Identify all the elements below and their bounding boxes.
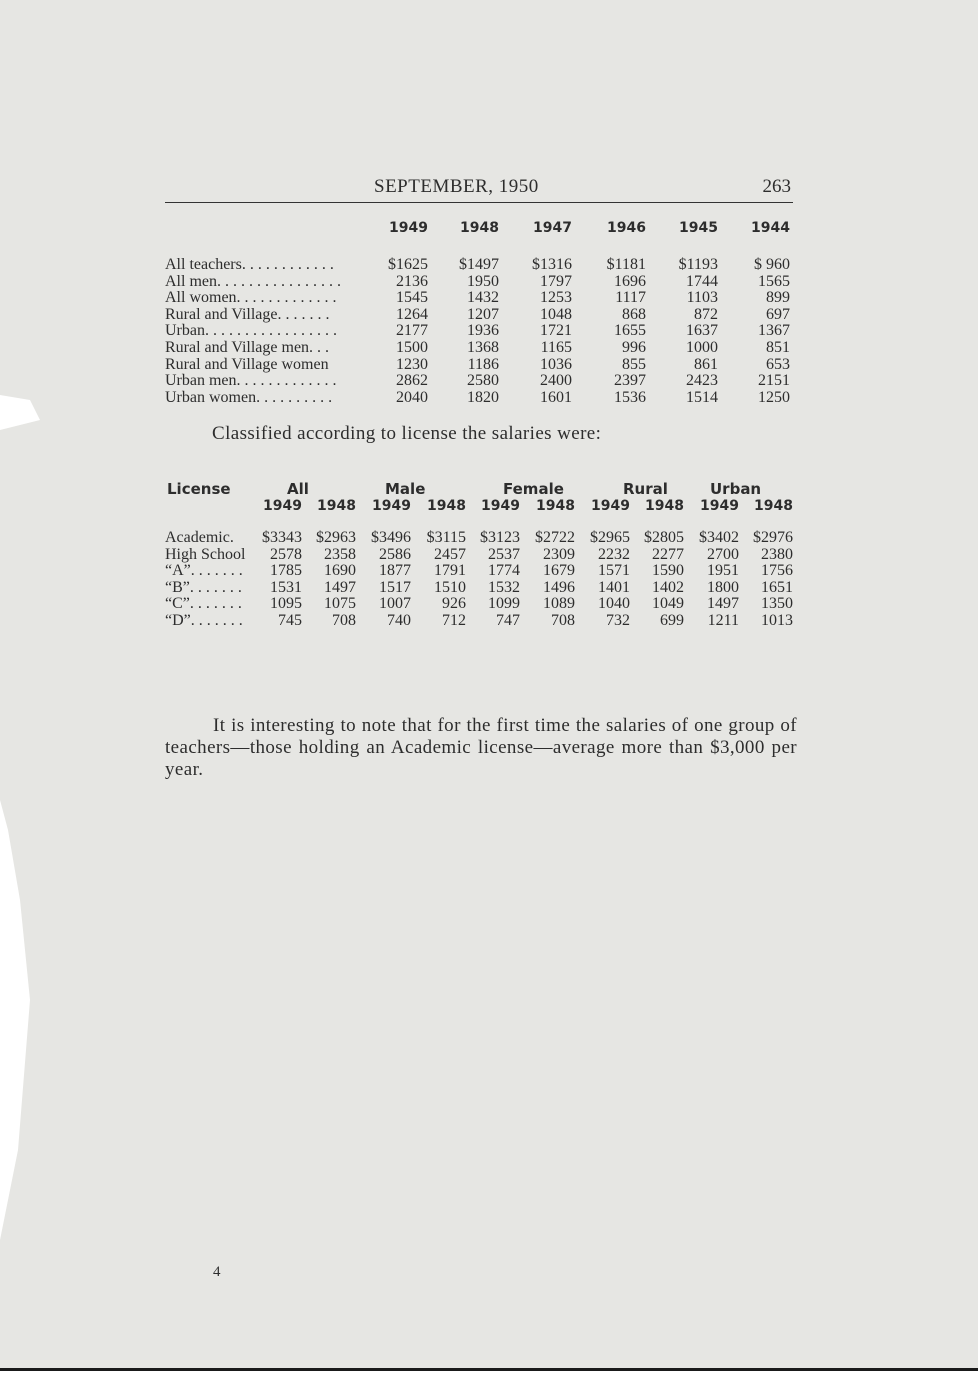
row-label: Rural and Village men. . . [165,338,330,356]
table-cell: 2537 [488,545,520,563]
table-cell: 1497 [324,578,356,596]
table-cell: 1590 [652,562,684,579]
table-cell: $2965 [590,529,630,546]
table-cell: 1820 [467,388,499,406]
year-subheader: 1948 [427,498,466,514]
table-cell: 2580 [467,372,499,390]
year-subheader: 1949 [591,498,630,514]
table-cell: 2380 [761,545,793,563]
table-cell: 1264 [396,305,428,323]
table-cell: 1517 [379,578,411,596]
table-cell: $2722 [535,529,575,546]
table-cell: 1500 [396,338,428,356]
table-cell: 2040 [396,388,428,406]
table-cell: 855 [622,355,646,373]
table-cell: 708 [332,611,356,629]
year-header: 1946 [607,220,646,236]
year-subheader: 1948 [645,498,684,514]
closing-paragraph-text: It is interesting to note that for the first time the salaries of one group of teachers—those holding an Academic license—average more than $3,000 per year. [165,715,797,780]
table-cell: 2358 [324,545,356,563]
table-cell: 1049 [652,595,684,612]
table-cell: 1165 [540,338,572,356]
table-cell: 1432 [467,289,499,307]
row-label: “A”. . . . . . . [165,562,243,579]
table-cell: 1721 [540,322,572,340]
table-cell: 1075 [324,595,356,612]
table-cell: $3123 [480,529,520,546]
table-cell: 1637 [686,322,718,340]
table-cell: 1099 [488,595,520,612]
table-cell: 1207 [467,305,499,323]
table-cell: 926 [442,595,466,612]
table-cell: 2586 [379,545,411,563]
table-cell: 1496 [543,578,575,596]
table-cell: 1601 [540,388,572,406]
table-row [165,257,795,274]
table-cell: $3115 [426,529,466,546]
table-cell: 1651 [761,578,793,596]
table-cell: $1193 [678,256,718,273]
table-body [165,257,795,406]
classified-intro-text: Classified according to license the salaries were: [212,423,602,444]
table-cell: 1936 [467,322,499,340]
table-cell: 1655 [614,322,646,340]
table-cell: 1350 [761,595,793,612]
table-cell: 1000 [686,338,718,356]
table-cell: 1036 [540,355,572,373]
table-cell: 1536 [614,388,646,406]
table-cell: 1565 [758,272,790,290]
row-label: Rural and Village. . . . . . . [165,305,330,323]
table-cell: 2700 [707,545,739,563]
table-cell: $1497 [459,256,499,273]
year-subheader: 1949 [700,498,739,514]
table-cell: 2578 [270,545,302,563]
table-cell: 1401 [598,578,630,596]
row-label: Urban. . . . . . . . . . . . . . . . . [165,322,337,340]
group-header: Urban [710,480,762,498]
table-row [165,340,795,357]
table-cell: 747 [496,611,520,629]
table-cell: 1007 [379,595,411,612]
table-cell: 1696 [614,272,646,290]
table-cell: 2457 [434,545,466,563]
table-cell: 1514 [686,388,718,406]
table-cell: 1013 [761,611,793,629]
table-cell: 1040 [598,595,630,612]
table-cell: 732 [606,611,630,629]
table-cell: 1510 [434,578,466,596]
table-cell: 1785 [270,562,302,579]
table-row [165,613,795,630]
table-cell: $2805 [644,529,684,546]
table-cell: $ 960 [754,256,790,273]
salary-by-year-table [165,220,795,406]
year-subheader: 1949 [263,498,302,514]
table-cell: 996 [622,338,646,356]
license-column-header: License [167,480,231,498]
header-date: SEPTEMBER, 1950 [374,176,539,197]
table-cell: 699 [660,611,684,629]
table-cell: 1950 [467,272,499,290]
table-cell: 1117 [615,289,646,307]
table-cell: 1532 [488,578,520,596]
table-cell: 1186 [467,355,499,373]
table-cell: 1679 [543,562,575,579]
table-cell: 1791 [434,562,466,579]
table-cell: $3343 [262,529,302,546]
table-cell: $1316 [532,256,572,273]
table-cell: 1774 [488,562,520,579]
table-cell: 1095 [270,595,302,612]
year-header: 1944 [751,220,790,236]
table-row [165,357,795,374]
table-cell: $2976 [753,529,793,546]
table-cell: 2400 [540,372,572,390]
group-header: All [287,480,309,498]
table-cell: 1211 [707,611,739,629]
table-cell: 2862 [396,372,428,390]
table-cell: 697 [766,305,790,323]
year-header: 1949 [389,220,428,236]
row-label: High School [165,545,246,563]
table-cell: 1103 [686,289,718,307]
table-cell: 1368 [467,338,499,356]
table-cell: 2136 [396,272,428,290]
table-cell: 1250 [758,388,790,406]
year-header: 1945 [679,220,718,236]
table-cell: 708 [551,611,575,629]
group-header: Female [503,480,564,498]
table-cell: 1797 [540,272,572,290]
row-label: Rural and Village women [165,355,329,373]
table-cell: 1877 [379,562,411,579]
year-subheader: 1948 [754,498,793,514]
table-cell: 899 [766,289,790,307]
table-cell: 1545 [396,289,428,307]
table-row [165,373,795,390]
table-cell: 740 [387,611,411,629]
table-cell: 2309 [543,545,575,563]
table-cell: 1497 [707,595,739,612]
table-cell: $3402 [699,529,739,546]
table-row [165,547,795,564]
table-cell: 1048 [540,305,572,323]
row-label: “C”. . . . . . . [165,595,242,612]
page-number: 263 [762,176,791,197]
row-label: All women. . . . . . . . . . . . . [165,289,337,307]
table-cell: 2151 [758,372,790,390]
table-cell: 1744 [686,272,718,290]
table-cell: 2423 [686,372,718,390]
table-body [165,530,795,629]
table-cell: 1690 [324,562,356,579]
table-row [165,563,795,580]
closing-paragraph [165,715,797,781]
group-header: Male [385,480,426,498]
table-row [165,390,795,407]
table-cell: 2277 [652,545,684,563]
row-label: “B”. . . . . . . [165,578,242,596]
footer-number: 4 [213,1264,221,1280]
row-label: Academic. [165,529,234,546]
scan-bottom-edge [0,1368,978,1371]
table-cell: 851 [766,338,790,356]
table-cell: 1402 [652,578,684,596]
row-label: Urban women. . . . . . . . . . [165,388,333,406]
table-row [165,323,795,340]
row-label: All men. . . . . . . . . . . . . . . . [165,272,341,290]
table-cell: $1181 [606,256,646,273]
row-label: Urban men. . . . . . . . . . . . . [165,372,337,390]
year-header: 1948 [460,220,499,236]
table-cell: 2232 [598,545,630,563]
row-label: “D”. . . . . . . [165,611,243,629]
page-header [165,172,793,203]
table-cell: $1625 [388,256,428,273]
table-cell: $3496 [371,529,411,546]
table-cell: 1367 [758,322,790,340]
table-cell: 1089 [543,595,575,612]
table-cell: 2397 [614,372,646,390]
table-cell: 745 [278,611,302,629]
year-subheader: 1949 [481,498,520,514]
table-cell: 1230 [396,355,428,373]
table-row [165,274,795,291]
table-cell: 861 [694,355,718,373]
table-cell: 1800 [707,578,739,596]
table-row [165,530,795,547]
table-row [165,596,795,613]
table-cell: 1951 [707,562,739,579]
table-row [165,290,795,307]
year-subheader: 1949 [372,498,411,514]
table-cell: 1253 [540,289,572,307]
table-header-row [165,220,795,250]
group-header: Rural [623,480,668,498]
table-cell: 653 [766,355,790,373]
table-row [165,580,795,597]
table-cell: 2177 [396,322,428,340]
year-subheader: 1948 [317,498,356,514]
table-cell: 872 [694,305,718,323]
table-cell: 712 [442,611,466,629]
table-row [165,307,795,324]
year-subheader: 1948 [536,498,575,514]
table-cell: 1571 [598,562,630,579]
table-cell: 868 [622,305,646,323]
table-cell: $2963 [316,529,356,546]
year-header: 1947 [533,220,572,236]
row-label: All teachers. . . . . . . . . . . . [165,256,334,273]
table-cell: 1756 [761,562,793,579]
table-cell: 1531 [270,578,302,596]
